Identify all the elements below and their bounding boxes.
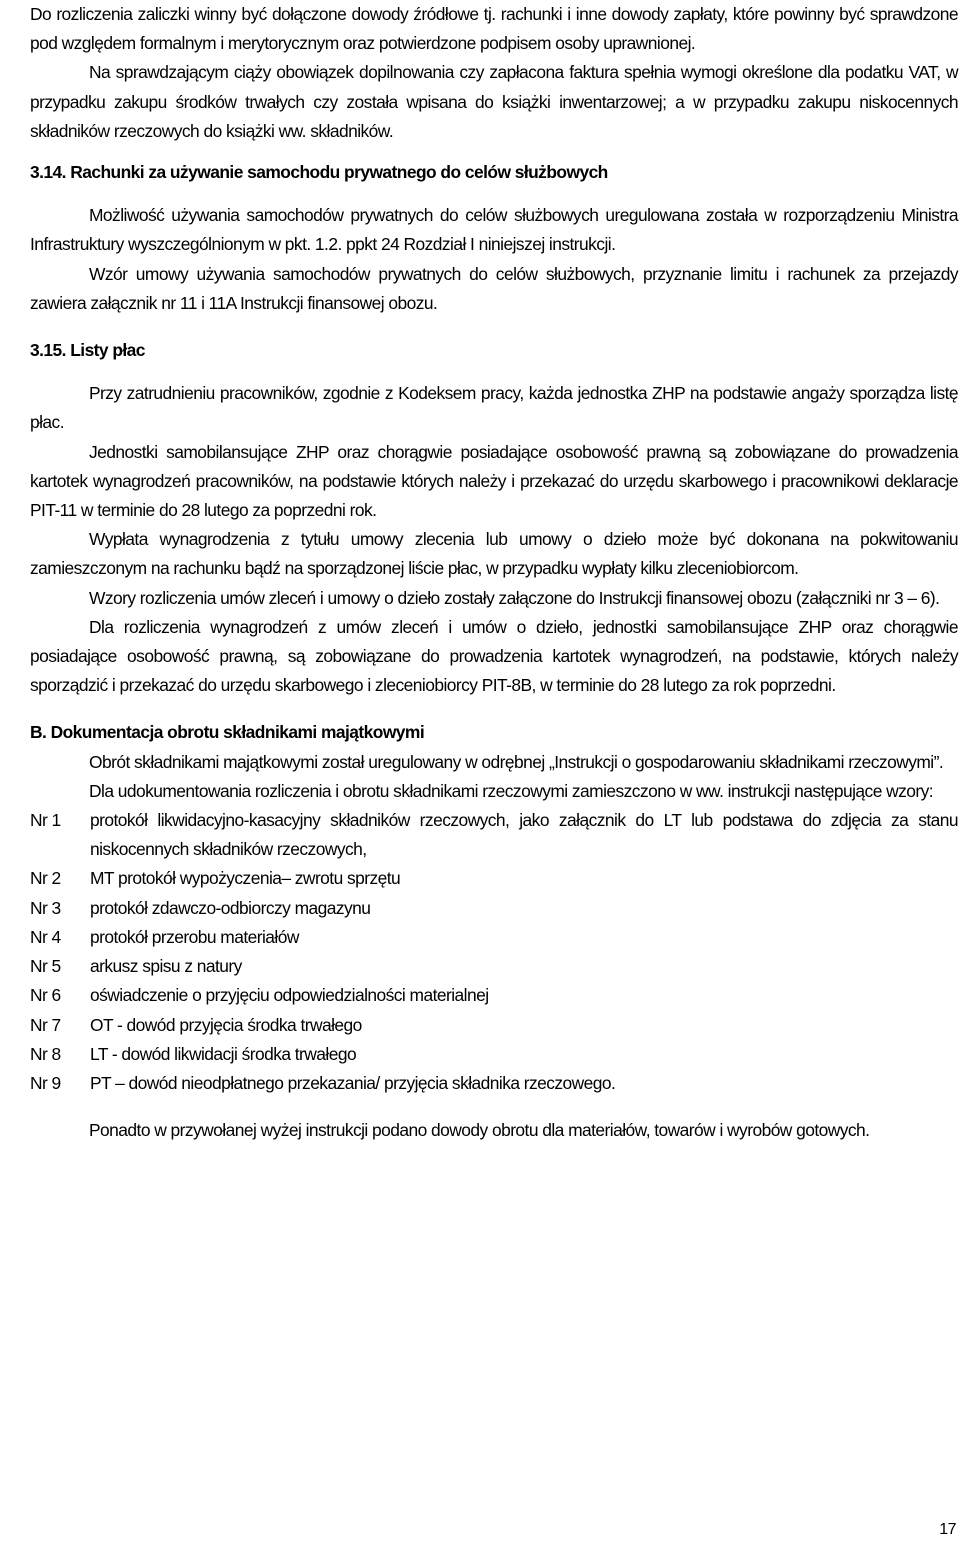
paragraph: Możliwość używania samochodów prywatnych do celów służbowych uregulowana została w rozporządzeniu Ministra Infrastruktury wyszczególnionym w pkt. 1.2. ppkt 24 Rozdział I niniejszej instrukcji. [30,205,958,255]
document-page [30,0,958,1145]
spacer [30,146,958,158]
paragraph: Do rozliczenia zaliczki winny być dołączone dowody źródłowe tj. rachunki i inne dowody zapłaty, które powinny być sprawdzone pod względem formalnym i merytorycznym oraz potwierdzone podpisem osoby uprawnionej. [30,4,958,54]
section-heading-3-14: 3.14. Rachunki za używanie samochodu prywatnego do celów służbowych [30,162,608,183]
spacer [30,365,958,379]
list-item-number: Nr 3 [30,897,61,918]
page-number: 17 [939,1521,956,1538]
list-item-text: oświadczenie o przyjęciu odpowiedzialności materialnej [90,985,489,1006]
section-heading-b: B. Dokumentacja obrotu składnikami majątkowymi [30,722,425,743]
list-item [30,894,958,923]
list-item-text: MT protokół wypożyczenia– zwrotu sprzętu [90,868,401,889]
list-item [30,1040,958,1069]
list-item [30,952,958,981]
list-item-text: arkusz spisu z natury [90,956,242,977]
list-item-text: LT - dowód likwidacji środka trwałego [90,1043,357,1064]
list-item-number: Nr 6 [30,985,61,1006]
list-item-number: Nr 8 [30,1043,61,1064]
list-item-number: Nr 1 [30,810,61,831]
spacer [30,700,958,718]
list-item [30,923,958,952]
list-item-number: Nr 5 [30,956,61,977]
list-item-text: OT - dowód przyjęcia środka trwałego [90,1014,362,1035]
spacer [30,318,958,336]
paragraph: Dla udokumentowania rozliczenia i obrotu składnikami rzeczowymi zamieszczono w ww. instrukcji następujące wzory: [89,780,934,801]
paragraph: Obrót składnikami majątkowymi został uregulowany w odrębnej „Instrukcji o gospodarowaniu składnikami rzeczowymi”. [89,751,944,772]
list-item-number: Nr 4 [30,926,61,947]
list-item-number: Nr 2 [30,868,61,889]
paragraph: Na sprawdzającym ciąży obowiązek dopilnowania czy zapłacona faktura spełnia wymogi określone dla podatku VAT, w przypadku zakupu środków trwałych czy została wpisana do książki inwentarzowej; a w przypadku zakupu niskocennych składników rzeczowych do książki ww. składników. [30,62,958,141]
paragraph: Wzory rozliczenia umów zleceń i umowy o dzieło zostały załączone do Instrukcji finansowej obozu (załączniki nr 3 – 6). [89,587,940,608]
paragraph: Dla rozliczenia wynagrodzeń z umów zleceń i umów o dzieło, jednostki samobilansujące ZHP oraz chorągwie posiadające osobowość prawną, są zobowiązane do prowadzenia kartotek wynagrodzeń, na podstawie, których należy sporządzić i przekazać do urzędu skarbowego i zleceniobiorcy PIT-8B, w terminie do 28 lutego za rok poprzedni. [30,616,958,696]
list-item [30,981,958,1010]
list-item-text: protokół zdawczo-odbiorczy magazynu [90,897,371,918]
list-item-text: PT – dowód nieodpłatnego przekazania/ przyjęcia składnika rzeczowego. [90,1072,616,1093]
list-item [30,806,958,864]
list-item-number: Nr 9 [30,1072,61,1093]
list-item [30,864,958,893]
paragraph: Wypłata wynagrodzenia z tytułu umowy zlecenia lub umowy o dzieło może być dokonana na pokwitowaniu zamieszczonym na rachunku bądź na sporządzonej liście płac, w przypadku wypłaty kilku zleceniobiorcom. [30,529,958,579]
paragraph: Przy zatrudnieniu pracowników, zgodnie z Kodeksem pracy, każda jednostka ZHP na podstawie angaży sporządza listę płac. [30,383,958,433]
list-item-text: protokół likwidacyjno-kasacyjny składników rzeczowych, jako załącznik do LT lub podstawa do zdjęcia za stanu niskocennych składników rzeczowych, [90,810,958,860]
list-item [30,1011,958,1040]
template-list [30,806,958,1098]
section-heading-3-15: 3.15. Listy płac [30,340,145,361]
paragraph: Wzór umowy używania samochodów prywatnych do celów służbowych, przyznanie limitu i rachunek za przejazdy zawiera załącznik nr 11 i 11A Instrukcji finansowej obozu. [30,263,958,313]
paragraph: Ponadto w przywołanej wyżej instrukcji podano dowody obrotu dla materiałów, towarów i wyrobów gotowych. [89,1120,870,1141]
paragraph: Jednostki samobilansujące ZHP oraz chorągwie posiadające osobowość prawną są zobowiązane do prowadzenia kartotek wynagrodzeń pracowników, na podstawie których należy i przekazać do urzędu skarbowego i pracownikowi deklaracje PIT-11 w terminie do 28 lutego za poprzedni rok. [30,441,958,521]
spacer [30,187,958,201]
list-item [30,1069,958,1098]
spacer [30,1098,958,1116]
list-item-text: protokół przerobu materiałów [90,926,299,947]
list-item-number: Nr 7 [30,1014,61,1035]
